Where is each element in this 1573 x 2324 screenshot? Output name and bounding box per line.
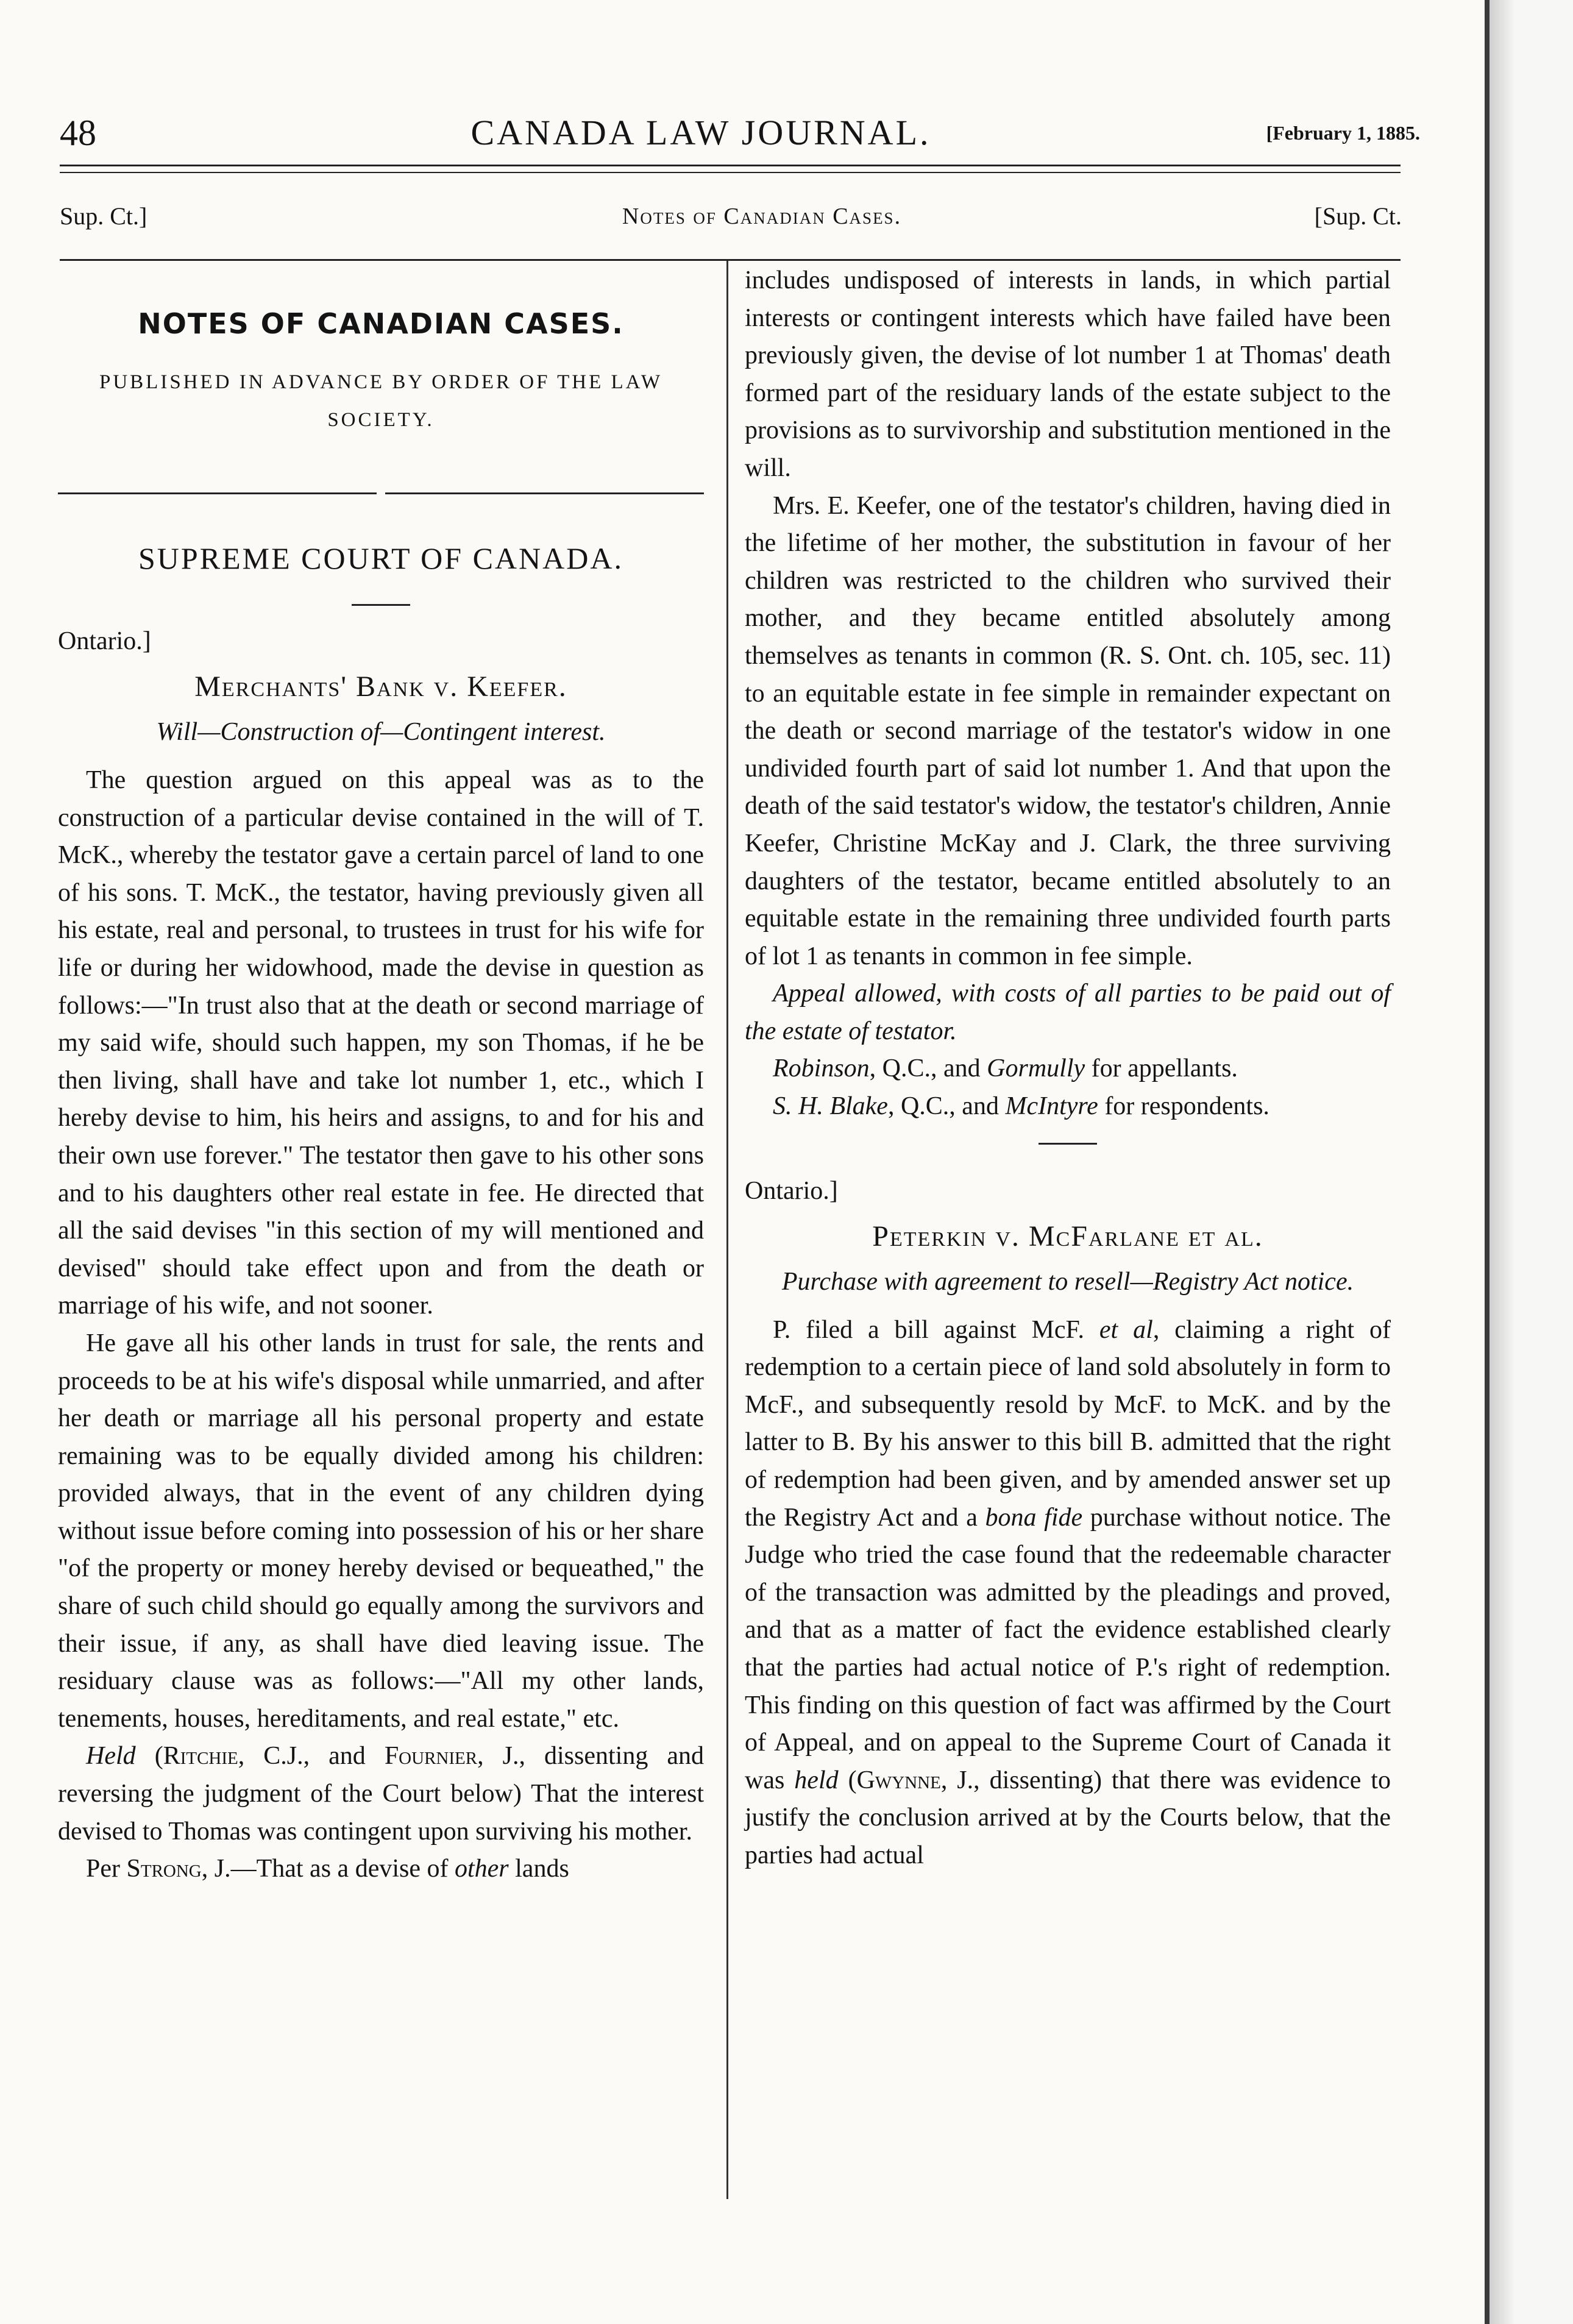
journal-title: CANADA LAW JOURNAL. xyxy=(470,113,931,152)
left-column xyxy=(58,262,704,1888)
issue-date: [February 1, 1885. xyxy=(1266,122,1420,144)
column-divider xyxy=(726,261,728,2199)
judge-name: Fournier xyxy=(384,1742,478,1771)
opinion-paragraph: Per Strong, J.—That as a devise of other lands xyxy=(86,1855,569,1883)
header-rule-top xyxy=(60,165,1401,166)
header-rule-bottom xyxy=(60,172,1401,173)
facing-page-margin xyxy=(1514,0,1573,2324)
paragraph: The question argued on this appeal was as to the construction of a particular devise contained in the will of T. McK., whereby the testator gave a certain parcel of land to one of his sons. T. McK., the testator, having previously given all his estate, real and personal, to trustees in trust for his wife for life or during her widowhood, made the devise in question as follows:—"In trust also that at the death or second marriage of my said wife, should such happen, my son Thomas, if he be then living, shall have and take lot number 1, etc., which I hereby devise to him, his heirs and assigns, to and for his and their own use forever." The testator then gave to his other sons and to his daughters other real estate in fee. He directed that all the said devises "in this section of my will mentioned and devised" should take effect upon and from the death or marriage of his wife, and not sooner. xyxy=(58,766,704,1320)
section-divider xyxy=(58,492,704,494)
page-edge-shadow xyxy=(1490,0,1514,2324)
section-title: Notes of Canadian Cases. xyxy=(622,204,902,229)
court-tag-left: Sup. Ct.] xyxy=(60,202,147,230)
case-name: Merchants' Bank v. Keefer. xyxy=(194,670,567,703)
short-divider xyxy=(1039,1143,1097,1145)
judge-name: Ritchie xyxy=(163,1742,238,1771)
counsel-line: Robinson, Q.C., and Gormully for appellants. xyxy=(773,1054,1238,1083)
holding-paragraph: Held (Ritchie, C.J., and Fournier, J., dissenting and reversing the judgment of the Court below) That the interest devised to Thomas was contingent upon surviving his mother. xyxy=(58,1742,704,1846)
held-label: Held xyxy=(86,1742,136,1771)
paragraph: includes undisposed of interests in lands, in which partial interests or contingent interests which have failed have been previously given, the devise of lot number 1 at Thomas' death formed part of the residuary lands of the estate subject to the provisions as to survivorship and substitution mentioned in the will. xyxy=(745,266,1391,482)
case-name: Peterkin v. McFarlane et al. xyxy=(872,1220,1263,1253)
page-binding-edge xyxy=(1485,0,1490,2324)
court-tag-right: [Sup. Ct. xyxy=(1314,202,1402,230)
published-notice: PUBLISHED IN ADVANCE BY ORDER OF THE LAW SOCIETY. xyxy=(99,371,663,431)
notes-heading: NOTES OF CANADIAN CASES. xyxy=(138,307,624,340)
court-heading: SUPREME COURT OF CANADA. xyxy=(138,541,623,575)
judge-name: Strong xyxy=(126,1855,202,1883)
case-province: Ontario.] xyxy=(745,1176,838,1205)
counsel-line: S. H. Blake, Q.C., and McIntyre for respondents. xyxy=(773,1092,1269,1121)
paragraph: Mrs. E. Keefer, one of the testator's children, having died in the lifetime of her mother, the substitution in favour of her children was restricted to the children who survived their mother, and they became entitled absolutely among themselves as tenants in common (R. S. Ont. ch. 105, sec. 11) to an equitable estate in fee simple in remainder expectant on the death or second marriage of the testator's widow in one undivided fourth part of said lot number 1. And that upon the death of the said testator's widow, the testator's children, Annie Keefer, Christine McKay and J. Clark, the three surviving daughters of the testator, became entitled absolutely to an equitable estate in the remaining three undivided fourth parts of lot 1 as tenants in common in fee simple. xyxy=(745,491,1391,970)
case-province: Ontario.] xyxy=(58,627,151,655)
short-divider xyxy=(352,604,410,606)
case-subject: Purchase with agreement to resell—Registry Act notice. xyxy=(781,1267,1354,1296)
disposition: Appeal allowed, with costs of all parties to be paid out of the estate of testator. xyxy=(745,979,1391,1045)
judge-name: Gwynne xyxy=(856,1766,941,1794)
paragraph: P. filed a bill against McF. et al, claiming a right of redemption to a certain piece of land sold absolutely in form to McF., and subsequently resold by McF. to McK. and by the latter to B. By his answer to this bill B. admitted that the right of redemption had been given, and by amended answer set up the Registry Act and a bona fide purchase without notice. The Judge who tried the case found that the redeemable character of the transaction was admitted by the pleadings and proved, and that as a matter of fact the evidence established clearly that the parties had actual notice of P.'s right of redemption. This finding on this question of fact was affirmed by the Court of Appeal, and on appeal to the Supreme Court of Canada it was held (Gwynne, J., dissenting) that there was evidence to justify the conclusion arrived at by the Courts below, that the parties had actual xyxy=(745,1315,1391,1869)
page-number: 48 xyxy=(60,113,96,153)
paragraph: He gave all his other lands in trust for sale, the rents and proceeds to be at his wife's disposal while unmarried, and after her death or marriage all his personal property and estate remaining was to be equally divided among his children: provided always, that in the event of any children dying without issue before coming into possession of his or her share "of the property or money hereby devised or bequeathed," the share of such child should go equally among the survivors and their issue, if any, as shall have died leaving issue. The residuary clause was as follows:—"All my other lands, tenements, houses, hereditaments, and real estate," etc. xyxy=(58,1329,704,1733)
subheader-rule xyxy=(60,259,1401,261)
right-column xyxy=(745,262,1391,1875)
case-subject: Will—Construction of—Contingent interest. xyxy=(156,718,606,746)
